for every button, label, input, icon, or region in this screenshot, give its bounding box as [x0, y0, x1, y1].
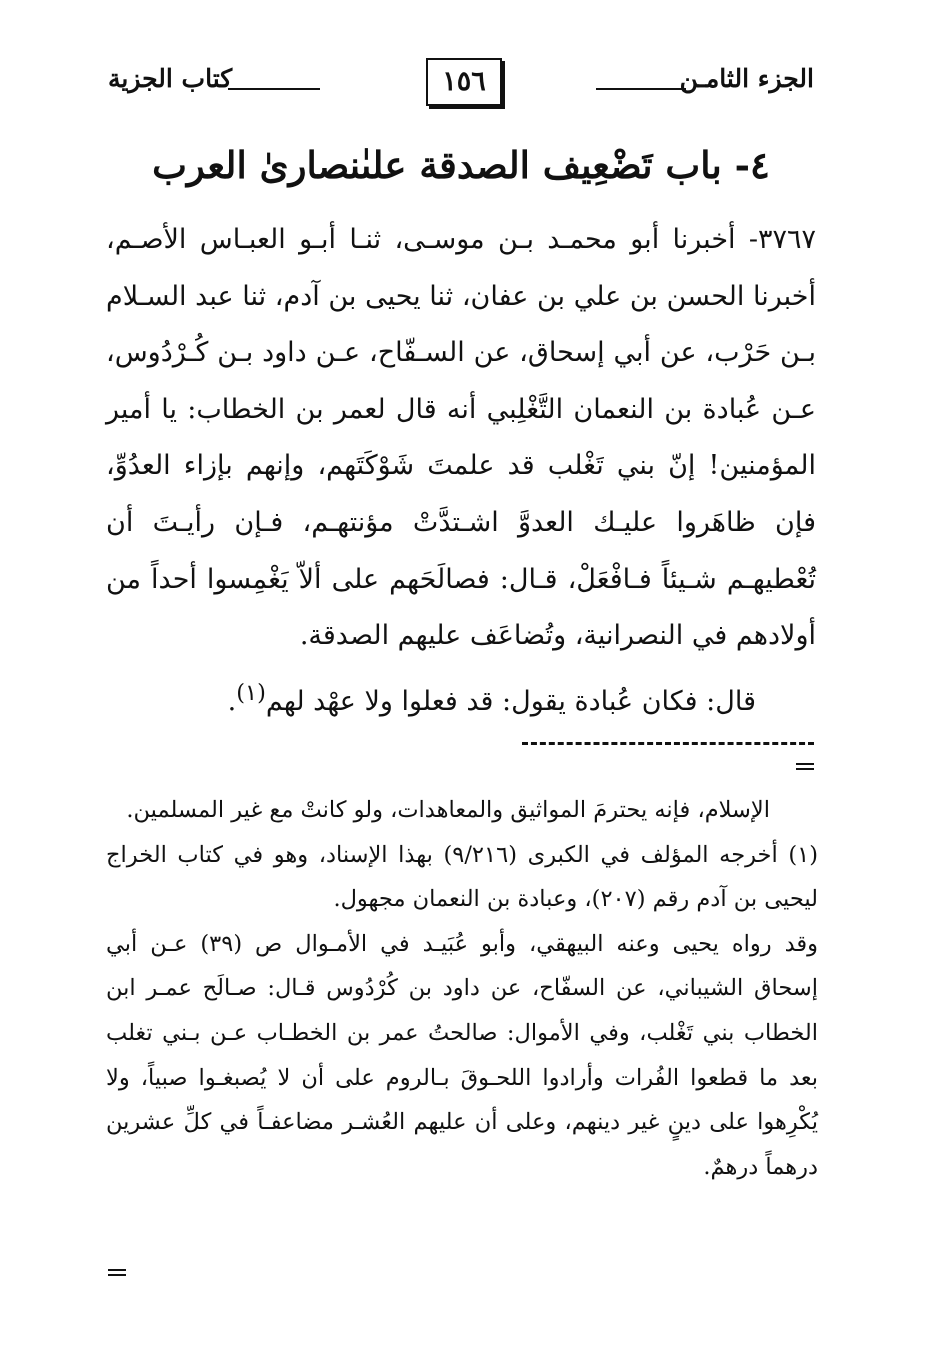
chapter-title: ٤- باب تَضْعِيف الصدقة علىٰنصارىٰ العرب	[152, 143, 770, 187]
footnote-1-part-a: (١) أخرجه المؤلف في الكبرى (٩/٢١٦) بهذا الإسناد، وهو في كتاب الخراج ليحيى بن آدم رقم (٢٠٧)، وعبادة بن النعمان مجهول.	[106, 841, 818, 913]
quote-end: .	[227, 685, 237, 717]
hadith-quote-paragraph	[106, 665, 816, 731]
footnote-continuation: الإسلام، فإنه يحترمَ المواثيق والمعاهدات، ولو كانتْ مع غير المسلمين.	[126, 797, 770, 823]
page-header	[108, 58, 814, 108]
hadith-paragraph: ٣٧٦٧- أخبرنا أبو محمـد بـن موسـى، ثنـا أبـو العبـاس الأصـم، أخبرنا الحسن بن علي بن عفان، ثنا يحيى بن آدم، ثنا عبد السـلام بـن حَرْب، عن أبي إسحاق، عن السـفّاح، عـن داود بـن كُـرْدُوس، عـن عُبادة بن النعمان التَّغْلِبي أنه قال لعمر بن الخطاب: يا أمير المؤمنين! إنّ بني تَغْلب قد علمتَ شَوْكَتَهم، وإنهم بإزاء العدُوِّ، فإن ظاهَروا عليـك العدوَّ اشـتدَّتْ مؤنتهـم، فـإن رأيـتَ أن تُعْطيهـم شـيئاً فـافْعَلْ، قـال: فصالَحَهم على ألاّ يَغْمِسوا أحداً من أولادهم في النصرانية، وتُضاعَف عليهم الصدقة.	[106, 224, 816, 652]
main-text	[106, 212, 816, 730]
continuation-mark-top	[796, 763, 814, 770]
footnote-reference: (١)	[236, 679, 266, 706]
hadith-quote: قال: فكان عُبادة يقول: قد فعلوا ولا عهْد لهم	[265, 685, 756, 717]
footnote-separator	[522, 742, 814, 745]
header-rule-right	[596, 88, 686, 90]
continuation-mark-bottom	[108, 1269, 126, 1276]
volume-label: الجزء الثامـن	[679, 64, 814, 93]
page-number: ١٥٦	[426, 58, 502, 106]
footnotes	[106, 788, 818, 1189]
book-title: كتاب الجزية	[108, 64, 233, 93]
header-rule-left	[228, 88, 320, 90]
footnote-1-part-b: وقد رواه يحيى وعنه البيهقي، وأبو عُبَيـد في الأمـوال ص (٣٩) عـن أبي إسحاق الشيباني، عن السفّاح، عن داود بن كُرْدُوس قـال: صـالَح عمـر ابن الخطاب بني تَغْلب، وفي الأموال: صالحتُ عمر بن الخطـاب عـن بـني تغلب بعد ما قطعوا الفُرات وأرادوا اللحـوقَ بـالروم على أن لا يُصبغـوا صبياً، ولا يُكْرِهوا على دينٍ غير دينهم، وعلى أن عليهم العُشـر مضاعفـاً في كلِّ عشرين درهماً درهمٌ.	[106, 930, 819, 1180]
